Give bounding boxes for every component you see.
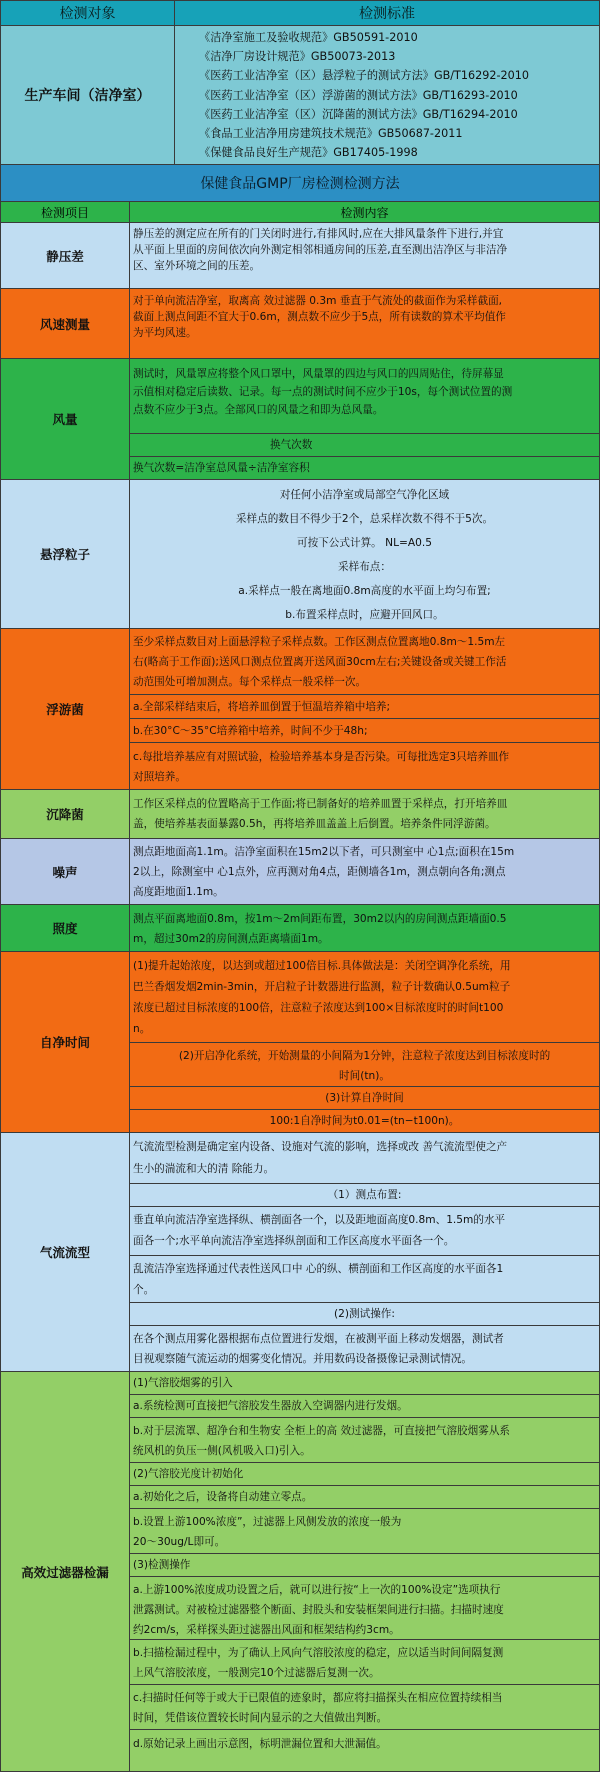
content-line: 为平均风速。 — [133, 327, 197, 339]
content-air-volume — [129, 358, 600, 434]
content-settling-bacteria — [129, 789, 600, 839]
standards-list — [174, 25, 600, 165]
airflow-layout-unidirectional-cell — [129, 1206, 600, 1256]
hepa-line: c.扫描时任何等于或大于已限值的迹象时，都应将扫描探头在相应位置持续相当 — [133, 1692, 503, 1704]
content-airborne-bacteria — [129, 628, 600, 695]
content-noise — [129, 838, 600, 905]
item-airborne-bacteria — [0, 628, 130, 790]
hepa-part-7 — [129, 1553, 600, 1577]
content-line: 区、室外环境之间的压差。 — [133, 260, 261, 272]
item-noise — [0, 838, 130, 905]
section-title — [0, 164, 600, 202]
hepa-line: 统风机的负压一侧(风机吸入口)引入。 — [133, 1445, 311, 1457]
airflow-test-title-cell — [129, 1302, 600, 1326]
standard-item: 《保健食品良好生产规范》GB17405-1998 — [199, 146, 418, 160]
standard-item: 《医药工业洁净室（区）悬浮粒子的测试方法》GB/T16292-2010 — [199, 69, 529, 83]
content-suspended-particles — [129, 479, 600, 629]
hepa-line: 泄露测试。对被检过滤器整个断面、封股头和安装框架间进行扫描。扫描时速度 — [133, 1604, 504, 1616]
item-label: 沉降菌 — [46, 807, 84, 822]
hepa-line: a.上游100%浓度成功设置之后，就可以进行按“上一次的100%设定”选项执行 — [133, 1584, 501, 1596]
self-clean-step-3: (3)计算自净时间 — [325, 1092, 404, 1104]
standard-item: 《食品工业洁净用房建筑技术规范》GB50687-2011 — [199, 127, 463, 141]
content-line: 浓度已超过目标浓度的100倍，注意粒子浓度达到100×目标浓度时的时间t100 — [133, 1002, 504, 1014]
content-line: 高度距地面1.1m。 — [133, 886, 224, 898]
air-change-label: 换气次数 — [270, 439, 313, 451]
airflow-test-steps-cell — [129, 1325, 600, 1372]
item-illuminance — [0, 904, 130, 952]
item-self-cleaning-time — [0, 951, 130, 1133]
item-hepa-leak-test — [0, 1371, 130, 1772]
standard-item: 《医药工业洁净室（区）浮游菌的测试方法》GB/T16293-2010 — [199, 88, 518, 102]
content-airflow-pattern — [129, 1132, 600, 1184]
hepa-part-9 — [129, 1639, 600, 1685]
airflow-layout-turbulent-cell — [129, 1255, 600, 1303]
hepa-line: 上风气溶胶浓度，一般测完10个过滤器后复测一次。 — [133, 1667, 380, 1679]
content-line: m，超过30m2的房间测点距离墙面1m。 — [133, 933, 329, 945]
airflow-layout-title: （1）测点布置: — [327, 1189, 402, 1201]
content-line: b.布置采样点时，应避开回风口。 — [285, 609, 444, 621]
airflow-layout-line: 乱流洁净室选择通过代表性送风口中 心的纵、横剖面和工作区高度的水平面各1 — [133, 1263, 504, 1275]
item-label: 悬浮粒子 — [39, 547, 90, 562]
standard-item: 《洁净室施工及验收规范》GB50591-2010 — [199, 31, 418, 44]
content-line: 2以上，除测室中 心1点外，应再测对角4点，距侧墙各1m，测点朝向各角;测点 — [133, 866, 506, 878]
content-line: n。 — [133, 1023, 151, 1035]
content-line: 动范围处可增加测点。每个采样点一般采样一次。 — [133, 676, 367, 688]
item-label: 自净时间 — [39, 1035, 90, 1050]
airborne-step-c-line: 对照培养。 — [133, 771, 186, 783]
item-label: 高效过滤器检漏 — [21, 1564, 109, 1580]
airflow-test-line: 目视观察随气流运动的烟雾变化情况。并用数码设备摄像记录测试情况。 — [133, 1353, 472, 1365]
item-label: 浮游菌 — [46, 702, 84, 717]
airflow-layout-line: 个。 — [133, 1284, 155, 1296]
content-line: 测点平面离地面0.8m，按1m～2m间距布置，30m2以内的房间测点距墙面0.5 — [133, 913, 507, 925]
self-clean-step-2-line: 时间(tn)。 — [339, 1070, 390, 1082]
content-air-velocity — [129, 288, 600, 359]
content-line: a.采样点一般在离地面0.8m高度的水平面上均匀布置; — [238, 585, 491, 597]
hepa-line: (3)检测操作 — [133, 1559, 191, 1571]
self-clean-formula-cell — [129, 1109, 600, 1133]
hepa-part-6 — [129, 1508, 600, 1554]
content-line: 测点距地面高1.1m。洁净室面积在15m2以下者，可只测室中 心1点;面积在15m — [133, 846, 515, 858]
header-standard-label: 检测标准 — [359, 6, 415, 22]
content-line: 测试时，风量罩应将整个风口罩中，风量罩的四边与风口的四周贴住，待屏幕显 — [133, 368, 504, 380]
content-line: 静压差的测定应在所有的门关闭时进行,有排风时,应在大排风量条件下进行,并宜 — [133, 228, 504, 240]
air-change-label-cell — [129, 433, 600, 457]
section-title-text: 保健食品GMP厂房检测检测方法 — [200, 176, 400, 192]
airflow-test-line: 在各个测点用雾化器根据布点位置进行发烟，在被测平面上移动发烟器，测试者 — [133, 1333, 504, 1345]
item-label: 风速测量 — [39, 316, 90, 332]
hepa-line: a.系统检测可直接把气溶胶发生器放入空调器内进行发烟。 — [133, 1400, 408, 1412]
content-line: 工作区采样点的位置略高于工作面;将已制备好的培养皿置于采样点，打开培养皿 — [133, 798, 508, 810]
airflow-layout-title-cell — [129, 1183, 600, 1207]
hepa-line: 时间，凭借该位置较长时间内显示的之大值做出判断。 — [133, 1712, 388, 1724]
hepa-part-1 — [129, 1371, 600, 1395]
hepa-line: b.扫描检漏过程中，为了确认上风向气溶胶浓度的稳定，应以适当时间间隔复测 — [133, 1647, 504, 1659]
airflow-layout-line: 面各一个;水平单向流洁净室选择纵剖面和工作区高度水平面各一个。 — [133, 1235, 455, 1247]
hepa-part-8 — [129, 1576, 600, 1640]
hepa-line: d.原始记录上画出示意图，标明泄漏位置和大泄漏值。 — [133, 1738, 387, 1750]
content-line: 可按下公式计算。 NL=A0.5 — [297, 537, 432, 549]
self-clean-step-3-cell — [129, 1086, 600, 1110]
hepa-part-2 — [129, 1394, 600, 1418]
airborne-step-a-cell — [129, 694, 600, 719]
airflow-test-title: (2)测试操作: — [334, 1308, 395, 1320]
airborne-step-a: a.全部采样结束后，将培养皿倒置于恒温培养箱中培养; — [133, 701, 391, 713]
hepa-part-10 — [129, 1684, 600, 1730]
hepa-part-11 — [129, 1729, 600, 1772]
content-line: 生小的湍流和大的清 除能力。 — [133, 1163, 275, 1175]
header-object-label: 检测对象 — [59, 6, 116, 22]
item-label: 静压差 — [46, 248, 84, 264]
item-static-pressure — [0, 222, 130, 289]
airflow-layout-line: 垂直单向流洁净室选择纵、横剖面各一个，以及距地面高度0.8m、1.5m的水平 — [133, 1214, 506, 1226]
item-label: 气流流型 — [39, 1245, 90, 1260]
standard-item: 《医药工业洁净室（区）沉降菌的测试方法》GB/T16294-2010 — [199, 107, 518, 121]
content-line: (1)提升起始浓度，以达到或超过100倍目标.具体做法是：关闭空调净化系统，用 — [133, 960, 511, 972]
airborne-step-b: b.在30°C～35°C培养箱中培养，时间不少于48h; — [133, 725, 368, 737]
content-line: 示值相对稳定后读数、记录。每一点的测试时间不应少于10s，每个测试位置的测 — [133, 386, 513, 398]
hepa-line: 约2cm/s，采样探头距过滤器出风面和框架结构约3cm。 — [133, 1624, 400, 1636]
object-cell — [0, 25, 175, 165]
hepa-line: (1)气溶胶烟雾的引入 — [133, 1377, 233, 1389]
content-line: 点数不应少于3点。全部风口的风量之和即为总风量。 — [133, 404, 384, 416]
header-item-label: 检测项目 — [40, 205, 89, 220]
air-change-formula: 换气次数=洁净室总风量÷洁净室容积 — [133, 462, 310, 474]
hepa-line: (2)气溶胶光度计初始化 — [133, 1468, 244, 1480]
content-line: 至少采样点数目对上面悬浮粒子采样点数。工作区测点位置离地0.8m～1.5m左 — [133, 636, 506, 648]
header-standard — [174, 0, 600, 26]
header-content — [129, 201, 600, 223]
item-settling-bacteria — [0, 789, 130, 839]
header-item — [0, 201, 130, 223]
content-line: 气流流型检测是确定室内设备、设施对气流的影响，选择或改 善气流流型使之产 — [133, 1141, 508, 1153]
content-illuminance — [129, 904, 600, 952]
header-object — [0, 0, 175, 26]
item-label: 噪声 — [52, 864, 78, 880]
self-clean-formula: 100:1自净时间为t0.01=(tn−t100n)。 — [269, 1115, 460, 1127]
object-name: 生产车间（洁净室） — [24, 88, 151, 104]
content-line: 盖，使培养基表面暴露0.5h，再将培养皿盖盖上后倒置。培养条件同浮游菌。 — [133, 818, 496, 830]
item-label: 照度 — [52, 921, 78, 936]
item-air-velocity — [0, 288, 130, 359]
content-line: 截面上测点间距不宜大于0.6m，测点数不应少于5点，所有读数的算术平均值作 — [133, 311, 506, 323]
header-content-label: 检测内容 — [340, 205, 389, 220]
hepa-line: a.初始化之后，设备将自动建立零点。 — [133, 1491, 313, 1503]
airborne-step-b-cell — [129, 718, 600, 743]
standard-item: 《洁净厂房设计规范》GB50073-2013 — [199, 50, 396, 64]
hepa-part-5 — [129, 1485, 600, 1509]
content-line: 对任何小洁净室或局部空气净化区域 — [279, 489, 450, 501]
self-clean-step-2-line: (2)开启净化系统，开始测量的小间隔为1分钟，注意粒子浓度达到目标浓度时的 — [178, 1050, 551, 1062]
hepa-part-3 — [129, 1417, 600, 1463]
hepa-line: 20～30ug/L即可。 — [133, 1536, 226, 1548]
item-air-volume — [0, 358, 130, 480]
airborne-step-c-cell — [129, 742, 600, 790]
item-suspended-particles — [0, 479, 130, 629]
item-airflow-pattern — [0, 1132, 130, 1372]
hepa-line: b.设置上游100%浓度”，过滤器上风侧发放的浓度一般为 — [133, 1516, 402, 1528]
content-line: 采样点的数目不得少于2个，总采样次数不得不于5次。 — [235, 513, 494, 525]
hepa-line: b.对于层流罩、超净台和生物安 全柜上的高 效过滤器，可直接把气溶胶烟雾从系 — [133, 1425, 511, 1437]
content-line: 右(略高于工作面);送风口测点位置离开送风面30cm左右;关键设备或关键工作活 — [133, 656, 507, 668]
content-self-cleaning-time — [129, 951, 600, 1043]
air-change-formula-cell — [129, 456, 600, 480]
content-line: 对于单向流洁净室，取离高 效过滤器 0.3m 垂直于气流处的截面作为采样截面, — [133, 295, 503, 307]
item-label: 风量 — [52, 412, 78, 427]
airborne-step-c-line: c.每批培养基应有对照试验，检验培养基本身是否污染。可每批选定3只培养皿作 — [133, 751, 510, 763]
self-clean-step-2-cell — [129, 1042, 600, 1087]
content-line: 采样布点： — [338, 561, 391, 573]
content-line: 巴兰香烟发烟2min-3min，开启粒子计数器进行监测，粒子计数确认0.5um粒子 — [133, 981, 511, 993]
hepa-part-4 — [129, 1462, 600, 1486]
content-static-pressure — [129, 222, 600, 289]
content-line: 从平面上里面的房间依次向外测定相邻相通房间的压差,直至测出洁净区与非洁净 — [133, 244, 508, 256]
